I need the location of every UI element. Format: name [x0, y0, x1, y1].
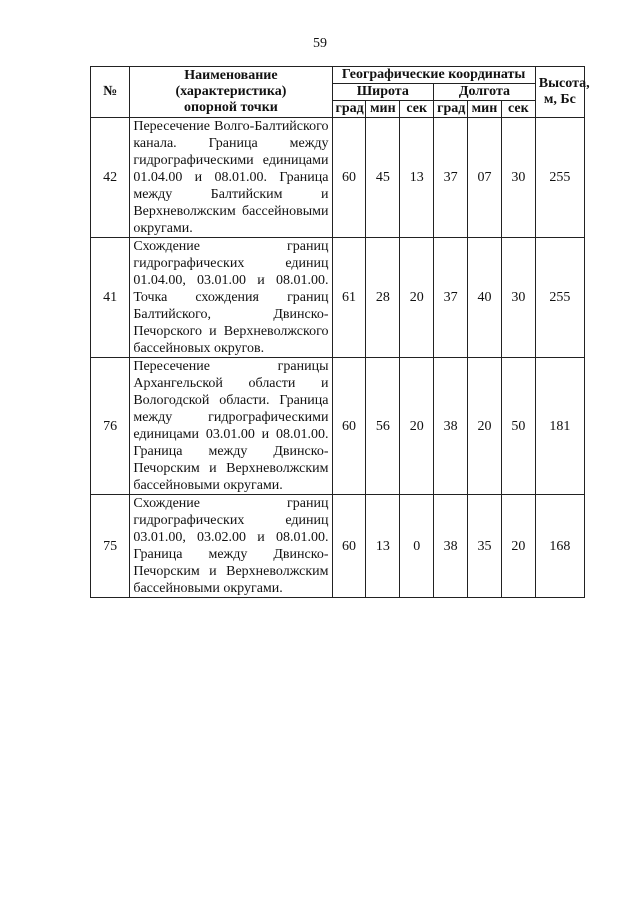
row-lat-min: 45	[366, 118, 400, 238]
row-lon-grad: 38	[434, 358, 468, 495]
row-lat-grad: 60	[332, 495, 366, 598]
header-name-line-3: опорной точки	[183, 100, 278, 115]
row-altitude: 255	[535, 238, 584, 358]
row-name: Пересечение границы Архангельской области и Вологодской области. Граница между гидрографическими единицами 03.01.00 и 08.01.00. Граница между Двинско-Печорским и Верхневолжским бассейновыми округами.	[130, 358, 332, 495]
row-lat-grad: 60	[332, 358, 366, 495]
header-lon-grad: град	[434, 101, 468, 118]
table-header	[91, 67, 590, 118]
header-latitude: Широта	[332, 84, 434, 101]
row-lon-sec: 50	[501, 358, 535, 495]
table-body	[91, 118, 585, 598]
table-row	[91, 358, 585, 495]
table-row	[91, 118, 585, 238]
row-lon-grad: 38	[434, 495, 468, 598]
row-lat-sec: 0	[400, 495, 434, 598]
row-number: 76	[91, 358, 130, 495]
row-altitude: 168	[535, 495, 584, 598]
page-number: 59	[313, 36, 327, 51]
header-name-line-2: (характеристика)	[175, 84, 287, 99]
row-lat-min: 28	[366, 238, 400, 358]
row-lon-min: 07	[468, 118, 502, 238]
row-altitude: 255	[535, 118, 584, 238]
header-lon-min: мин	[468, 101, 502, 118]
header-geo-coordinates: Географические координаты	[332, 67, 535, 84]
header-altitude-line-2: м, Бс	[543, 92, 576, 107]
row-lon-sec: 30	[501, 238, 535, 358]
header-longitude: Долгота	[434, 84, 536, 101]
header-lat-min: мин	[366, 101, 400, 118]
header-number: №	[91, 67, 130, 118]
header-name	[130, 67, 332, 118]
row-name: Схождение границ гидрографических единиц 03.01.00, 03.02.00 и 08.01.00. Граница между Двинско-Печорским и Верхневолжским бассейновыми округами.	[130, 495, 332, 598]
row-lat-min: 13	[366, 495, 400, 598]
row-lon-grad: 37	[434, 118, 468, 238]
row-lat-min: 56	[366, 358, 400, 495]
coordinates-table	[90, 66, 590, 598]
row-altitude: 181	[535, 358, 584, 495]
table-row	[91, 495, 585, 598]
row-name: Пересечение Волго-Балтийского канала. Граница между гидрографическими единицами 01.04.00 и 08.01.00. Граница между Балтийским и Верхневолжским бассейновыми округами.	[130, 118, 332, 238]
row-number: 41	[91, 238, 130, 358]
row-lat-sec: 20	[400, 358, 434, 495]
row-lon-min: 35	[468, 495, 502, 598]
row-lat-grad: 60	[332, 118, 366, 238]
table-row	[91, 238, 585, 358]
row-lon-sec: 30	[501, 118, 535, 238]
row-lat-sec: 13	[400, 118, 434, 238]
row-name: Схождение границ гидрографических единиц 01.04.00, 03.01.00 и 08.01.00. Точка схождения границ Балтийского, Двинско-Печорского и Верхневолжского бассейновых округов.	[130, 238, 332, 358]
header-lat-sec: сек	[400, 101, 434, 118]
row-lon-grad: 37	[434, 238, 468, 358]
header-altitude-line-1: Высота,	[538, 76, 590, 91]
row-number: 75	[91, 495, 130, 598]
row-lon-min: 40	[468, 238, 502, 358]
header-altitude	[535, 67, 590, 118]
header-name-line-1: Наименование	[184, 68, 278, 83]
row-lat-grad: 61	[332, 238, 366, 358]
header-lat-grad: град	[332, 101, 366, 118]
row-number: 42	[91, 118, 130, 238]
row-lat-sec: 20	[400, 238, 434, 358]
row-lon-sec: 20	[501, 495, 535, 598]
row-lon-min: 20	[468, 358, 502, 495]
header-lon-sec: сек	[501, 101, 535, 118]
